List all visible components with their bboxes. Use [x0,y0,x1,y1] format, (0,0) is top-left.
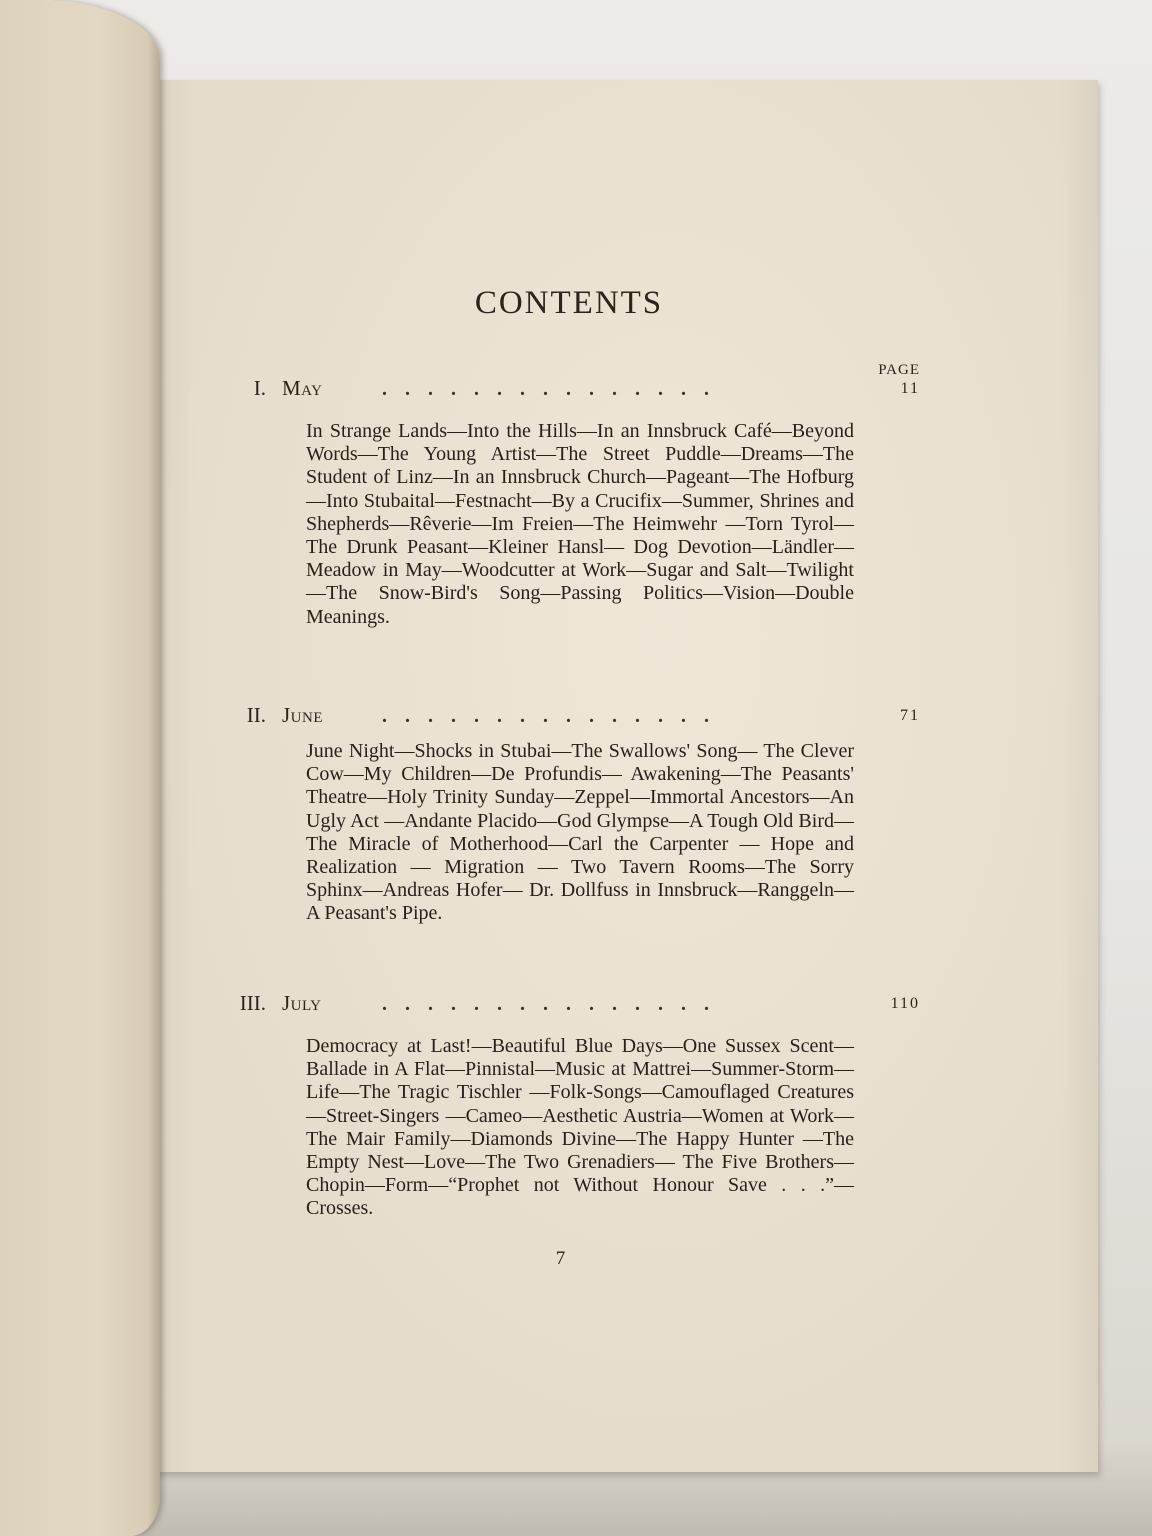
dot-leaders: ............... [382,705,727,727]
dot-leaders: ............... [382,378,727,400]
page-title: CONTENTS [474,285,664,321]
chapter-entry-june [208,703,920,731]
chapter-entry-may [208,376,920,404]
chapter-page-number: 71 [900,707,920,724]
dot-leaders: ............... [382,993,727,1015]
chapter-title: June [282,703,323,727]
chapter-entry-july [208,991,920,1019]
contents-page-content [138,80,1098,1472]
page-column-label: PAGE [878,362,920,378]
chapter-page-number: 110 [890,995,920,1012]
chapter-numeral: I. [253,376,266,400]
book-page [138,80,1098,1472]
chapter-summary: Democracy at Last!—Beautiful Blue Days—One Sussex Scent—Ballade in A Flat—Pinnistal—Music at Mattrei—Summer-Storm—Life—The Tragic Tischler —Folk-Songs—Camouflaged Creatures—Street-Singers —Cameo—Aesthetic Austria—Women at Work—The Mair Family—Diamonds Divine—The Happy Hunter —The Empty Nest—Love—The Two Grenadiers— The Five Brothers—Chopin—Form—“Prophet not Without Honour Save . . .”—Crosses. [306,1035,854,1220]
facing-page-edge [0,0,160,1536]
chapter-page-number: 11 [900,380,920,397]
chapter-numeral: II. [246,703,266,727]
chapter-title: May [282,376,323,400]
chapter-title: July [282,991,322,1015]
page-folio: 7 [555,1248,566,1269]
chapter-summary: In Strange Lands—Into the Hills—In an Innsbruck Café—Beyond Words—The Young Artist—The Street Puddle—Dreams—The Student of Linz—In an Innsbruck Church—Pageant—The Hofburg—Into Stubaital—Festnacht—By a Crucifix—Summer, Shrines and Shepherds—Rêverie—Im Freien—The Heimwehr —Torn Tyrol—The Drunk Peasant—Kleiner Hansl— Dog Devotion—Ländler—Meadow in May—Woodcutter at Work—Sugar and Salt—Twilight—The Snow-Bird's Song—Passing Politics—Vision—Double Meanings. [306,420,854,628]
chapter-numeral: III. [239,991,266,1015]
chapter-summary: June Night—Shocks in Stubai—The Swallows' Song— The Clever Cow—My Children—De Profundis— Awakening—The Peasants' Theatre—Holy Trinity Sunday—Zeppel—Immortal Ancestors—An Ugly Act —Andante Placido—God Glympse—A Tough Old Bird—The Miracle of Motherhood—Carl the Carpenter — Hope and Realization — Migration — Two Tavern Rooms—The Sorry Sphinx—Andreas Hofer— Dr. Dollfuss in Innsbruck—Ranggeln—A Peasant's Pipe. [306,740,854,925]
